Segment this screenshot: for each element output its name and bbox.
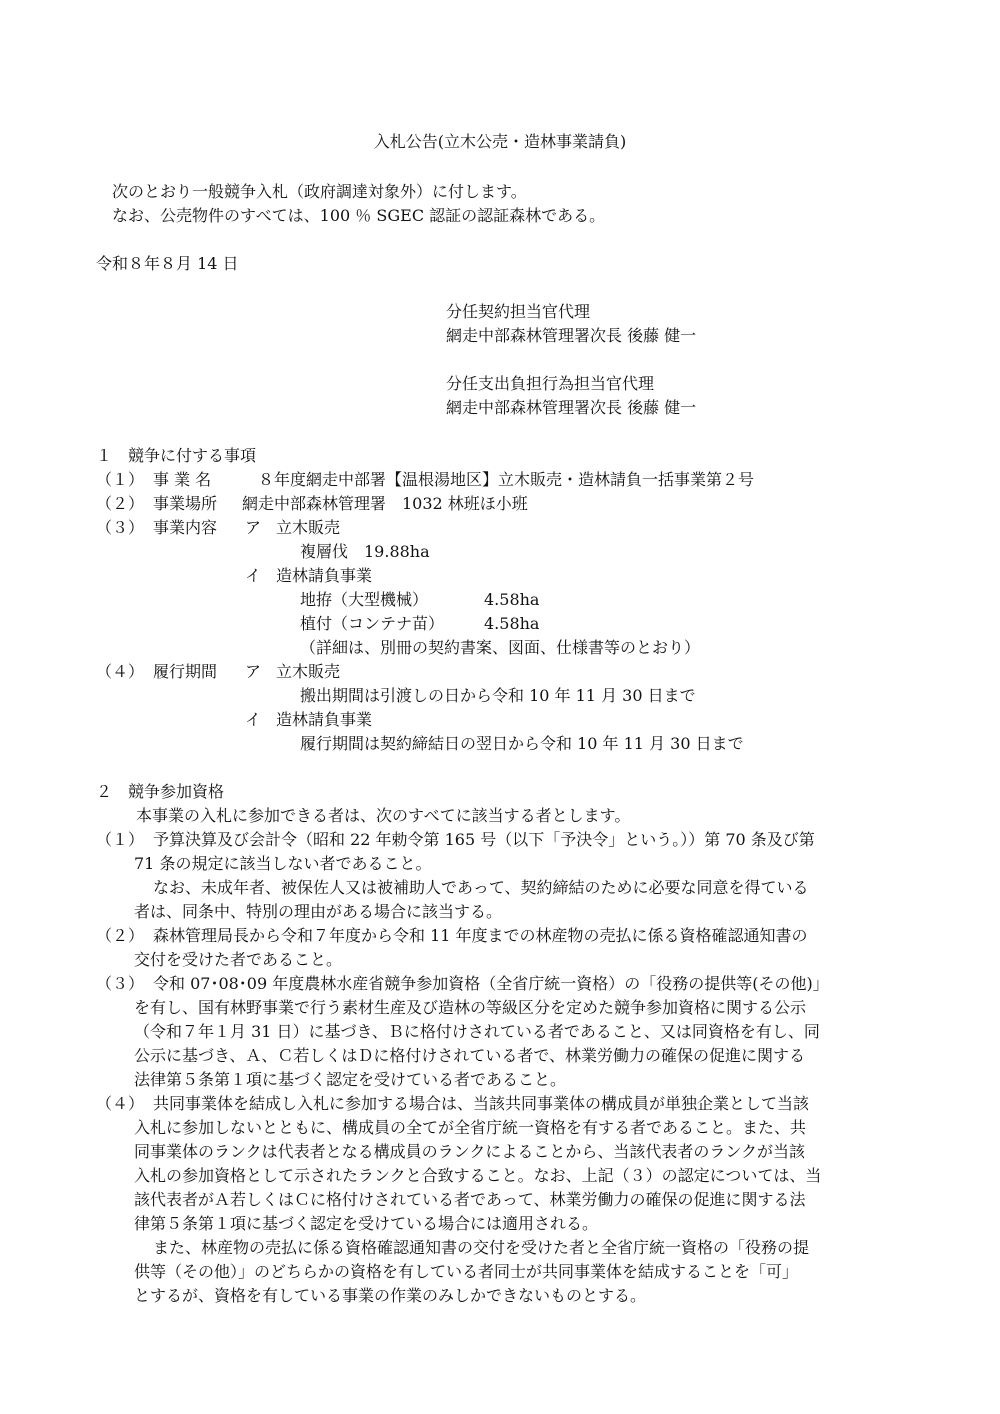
item-text: 予算決算及び会計令（昭和 22 年勅令第 165 号（以下「予決令」という。））第 70 条及び第 — [153, 830, 815, 849]
item-number: （４） — [96, 1094, 145, 1113]
item-note: 供等（その他）」のどちらかの資格を有している者同士が共同事業体を結成することを「可」 — [134, 1262, 799, 1281]
document-title: 入札公告(立木公売・造林事業請負) — [373, 132, 627, 151]
item-label: 事業内容 — [153, 518, 218, 537]
item-label: 履行期間 — [153, 662, 218, 681]
item-text: 同事業体のランクは代表者となる構成員のランクによることから、当該代表者のランクが当該 — [134, 1142, 806, 1161]
sub-item-detail: 複層伐 19.88ha — [300, 542, 430, 561]
item-number: （２） — [96, 494, 145, 513]
item-note: 者は、同条中、特別の理由がある場合に該当する。 — [134, 902, 503, 921]
section-heading: ２ 競争参加資格 — [96, 782, 225, 801]
item-value: ８年度網走中部署【温根湯地区】立木販売・造林請負一括事業第２号 — [258, 470, 755, 489]
official-role: 分任支出負担行為担当官代理 — [446, 374, 655, 393]
official-name: 網走中部森林管理署次長 後藤 健一 — [446, 326, 697, 345]
official-name: 網走中部森林管理署次長 後藤 健一 — [446, 398, 697, 417]
detail-label: 地拵（大型機械） — [300, 590, 429, 609]
item-text: 公示に基づき、Ａ、Ｃ若しくはＤに格付けされている者で、林業労働力の確保の促進に関する — [134, 1046, 806, 1065]
sub-item-title: 造林請負事業 — [276, 566, 373, 585]
sub-item-title: 立木販売 — [276, 662, 341, 681]
item-number: （４） — [96, 662, 145, 681]
detail-label: 植付（コンテナ苗） — [300, 614, 445, 633]
item-text: 共同事業体を結成し入札に参加する場合は、当該共同事業体の構成員が単独企業として当該 — [153, 1094, 810, 1113]
item-label: 事業場所 — [153, 494, 218, 513]
item-text: 交付を受けた者であること。 — [134, 950, 343, 969]
sub-item-mark: イ — [245, 566, 262, 585]
item-number: （１） — [96, 830, 145, 849]
official-role: 分任契約担当官代理 — [446, 302, 591, 321]
notice-date: 令和８年８月 14 日 — [96, 254, 239, 273]
sub-item-title: 造林請負事業 — [276, 710, 373, 729]
section-lead: 本事業の入札に参加できる者は、次のすべてに該当する者とします。 — [136, 806, 631, 825]
item-number: （２） — [96, 926, 145, 945]
item-number: （３） — [96, 974, 145, 993]
item-number: （１） — [96, 470, 145, 489]
sub-item-mark: ア — [245, 662, 262, 681]
item-text: （令和７年１月 31 日）に基づき、Ｂに格付けされている者であること、又は同資格を有し、同 — [134, 1022, 820, 1041]
item-text: 入札に参加しないとともに、構成員の全てが全省庁統一資格を有する者であること。また、共 — [134, 1118, 807, 1137]
intro-line: なお、公売物件のすべては、100 ％ SGEC 認証の認証森林である。 — [112, 206, 606, 225]
detail-note: （詳細は、別冊の契約書案、図面、仕様書等のとおり） — [300, 638, 701, 657]
sub-item-mark: イ — [245, 710, 262, 729]
item-note: なお、未成年者、被保佐人又は被補助人であって、契約締結のために必要な同意を得ている — [153, 878, 809, 897]
detail-value: 4.58ha — [484, 590, 540, 609]
item-note: また、林産物の売払に係る資格確認通知書の交付を受けた者と全省庁統一資格の「役務の提 — [153, 1238, 810, 1257]
item-label: 事 業 名 — [153, 470, 212, 489]
intro-line: 次のとおり一般競争入札（政府調達対象外）に付します。 — [112, 182, 527, 201]
item-text: 入札の参加資格として示されたランクと合致すること。なお、上記（３）の認定については、当 — [134, 1166, 822, 1185]
item-text: 71 条の規定に該当しない者であること。 — [134, 854, 432, 873]
sub-item-detail: 搬出期間は引渡しの日から令和 10 年 11 月 30 日まで — [300, 686, 696, 705]
item-text: 律第５条第１項に基づく認定を受けている場合には適用される。 — [134, 1214, 599, 1233]
item-text: 森林管理局長から令和７年度から令和 11 年度までの林産物の売払に係る資格確認通知書の — [153, 926, 808, 945]
section-heading: １ 競争に付する事項 — [96, 446, 257, 465]
sub-item-detail: 履行期間は契約締結日の翌日から令和 10 年 11 月 30 日まで — [300, 734, 744, 753]
sub-item-title: 立木販売 — [276, 518, 341, 537]
item-number: （３） — [96, 518, 145, 537]
detail-value: 4.58ha — [484, 614, 540, 633]
item-note: とするが、資格を有している事業の作業のみしかできないものとする。 — [134, 1286, 647, 1305]
item-text: 法律第５条第１項に基づく認定を受けている者であること。 — [134, 1070, 567, 1089]
item-text: を有し、国有林野事業で行う素材生産及び造林の等級区分を定めた競争参加資格に関する公示 — [134, 998, 807, 1017]
item-value: 網走中部森林管理署 1032 林班ほ小班 — [242, 494, 528, 513]
item-text: 該代表者がＡ若しくはＣに格付けされている者であって、林業労働力の確保の促進に関する法 — [134, 1190, 806, 1209]
item-text: 令和 07･08･09 年度農林水産省競争参加資格（全省庁統一資格）の「役務の提供等(その他)」 — [153, 974, 829, 993]
sub-item-mark: ア — [245, 518, 262, 537]
